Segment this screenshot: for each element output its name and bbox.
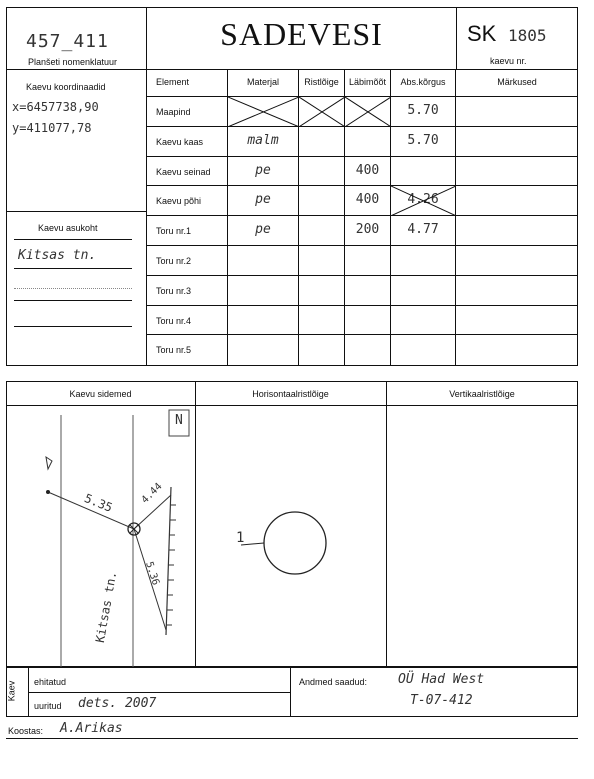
pipe-line [241, 543, 264, 545]
table-cell [228, 97, 299, 127]
row-label [146, 127, 228, 157]
table-cell [391, 157, 456, 187]
table-cell [345, 97, 391, 127]
cross-out-mark [345, 97, 391, 127]
footer-andmed-value-2: T-07-412 [410, 693, 473, 708]
row-label [146, 335, 228, 365]
table-cell [299, 276, 345, 306]
table-cell [391, 216, 456, 246]
row-label [146, 216, 228, 246]
element-name: Toru nr.2 [156, 256, 192, 266]
street-name: Kitsas tn. [92, 570, 120, 644]
cell-value: 4.77 [407, 222, 439, 238]
table-cell [391, 335, 456, 365]
element-name: Toru nr.3 [156, 285, 192, 296]
element-name: Kaevu seinad [156, 166, 211, 177]
col-header-labimoot: Läbimõõt [345, 69, 391, 97]
section-vertikaal: Vertikaalristlõige [449, 389, 515, 399]
cell-value: 200 [355, 222, 380, 238]
element-name: Toru nr.5 [156, 345, 192, 356]
table-cell [228, 157, 299, 187]
element-table [146, 69, 578, 366]
location-label: Kaevu asukoht [38, 223, 98, 233]
footer-uuritud-label: uuritud [34, 701, 62, 711]
table-cell [345, 335, 391, 365]
cross-out-mark [228, 97, 299, 127]
distance-2: 4.44 [139, 481, 165, 506]
cell-value: 400 [355, 192, 380, 208]
page-title: SADEVESI [220, 16, 383, 52]
row-label [146, 246, 228, 276]
element-name: Toru nr.1 [156, 226, 192, 237]
row-label [146, 276, 228, 306]
cell-value: pe [255, 222, 271, 238]
table-cell [228, 306, 299, 336]
table-cell [391, 306, 456, 336]
footer-row-divider [28, 692, 290, 693]
footer-koostas-value: A.Arikas [60, 721, 123, 736]
table-cell [299, 127, 345, 157]
table-cell [456, 216, 578, 246]
table-cell [299, 306, 345, 336]
table-cell [391, 276, 456, 306]
col-header-ristloige: Ristlõige [299, 69, 345, 97]
reference-point [46, 490, 50, 494]
element-name: Kaevu kaas [156, 136, 204, 147]
footer-andmed-value-1: OÜ Had West [398, 672, 485, 687]
footer-ehitatud-label: ehitatud [34, 677, 67, 687]
table-cell [228, 216, 299, 246]
footer-andmed-label: Andmed saadud: [299, 677, 368, 687]
table-cell [228, 335, 299, 365]
cell-value: pe [255, 162, 271, 178]
table-cell [299, 216, 345, 246]
sk-number: 1805 [508, 26, 547, 45]
location-line-5 [14, 326, 132, 327]
table-cell [456, 276, 578, 306]
footer-bottom-line [6, 738, 578, 739]
location-line-4 [14, 300, 132, 301]
pipe-number: 1 [236, 530, 245, 546]
section-sidemed: Kaevu sidemed [69, 389, 132, 399]
location-line-2 [14, 268, 132, 269]
table-cell [345, 306, 391, 336]
element-name: Maapind [156, 107, 191, 117]
north-label: N [175, 413, 183, 428]
element-name: Toru nr.4 [156, 315, 192, 326]
row-label [146, 97, 228, 127]
table-cell [345, 276, 391, 306]
table-cell [345, 246, 391, 276]
table-cell [345, 157, 391, 187]
cell-value: pe [255, 192, 271, 208]
table-cell [456, 306, 578, 336]
coord-y: y=411077,78 [12, 121, 92, 135]
table-cell [299, 186, 345, 216]
cell-value: 4.26 [407, 192, 439, 208]
footer-koostas-label: Koostas: [8, 726, 44, 736]
location-line-1 [14, 239, 132, 240]
table-cell [345, 216, 391, 246]
table-cell [456, 246, 578, 276]
col-header-materjal: Materjal [228, 69, 299, 97]
building-wall [166, 487, 171, 635]
table-cell [228, 276, 299, 306]
cell-value: 5.70 [407, 132, 439, 148]
sk-prefix: SK [467, 21, 497, 46]
table-cell [391, 127, 456, 157]
col-header-abs-korgus: Abs.kõrgus [391, 69, 456, 97]
reference-flag-icon [46, 457, 52, 469]
table-cell [228, 186, 299, 216]
cross-out-mark [391, 186, 456, 216]
location-line-3 [14, 288, 132, 289]
row-label [146, 186, 228, 216]
footer-uuritud-value: dets. 2007 [78, 696, 157, 711]
table-cell [456, 127, 578, 157]
cell-value: malm [247, 132, 279, 148]
plansheet-label: Planšeti nomenklatuur [28, 57, 118, 67]
element-name: Kaevu põhi [156, 196, 202, 207]
cell-value: 400 [355, 162, 380, 178]
coords-bottom-line [6, 211, 146, 212]
table-cell [228, 127, 299, 157]
table-cell [391, 246, 456, 276]
coords-label: Kaevu koordinaadid [26, 82, 106, 92]
horizontal-section [196, 405, 386, 667]
row-label [146, 157, 228, 187]
footer-mid-divider [290, 667, 291, 717]
cross-out-mark [299, 97, 345, 127]
table-cell [299, 97, 345, 127]
table-cell [299, 335, 345, 365]
col-header-element: Element [146, 69, 228, 97]
cell-value: 5.70 [407, 103, 439, 118]
table-cell [391, 97, 456, 127]
section-horisontaal: Horisontaalristlõige [252, 389, 329, 399]
header-right-divider [456, 7, 457, 69]
table-cell [456, 97, 578, 127]
table-cell [345, 186, 391, 216]
col-header-markused: Märkused [456, 69, 578, 97]
sketch-divider-2 [386, 381, 387, 667]
location-value: Kitsas tn. [18, 248, 97, 263]
plansheet-value: 457_411 [26, 31, 109, 52]
table-cell [456, 335, 578, 365]
table-cell [456, 186, 578, 216]
table-cell [456, 157, 578, 187]
table-cell [345, 127, 391, 157]
manhole-circle [264, 512, 326, 574]
distance-3: 5.36 [143, 560, 162, 587]
coord-x: x=6457738,90 [12, 100, 99, 114]
distance-1: 5.35 [82, 491, 115, 515]
sk-label: kaevu nr. [490, 56, 527, 66]
row-label [146, 306, 228, 336]
footer-kaev-label: Kaev [6, 680, 17, 702]
table-cell [228, 246, 299, 276]
table-cell [299, 246, 345, 276]
table-cell [391, 186, 456, 216]
table-cell [299, 157, 345, 187]
